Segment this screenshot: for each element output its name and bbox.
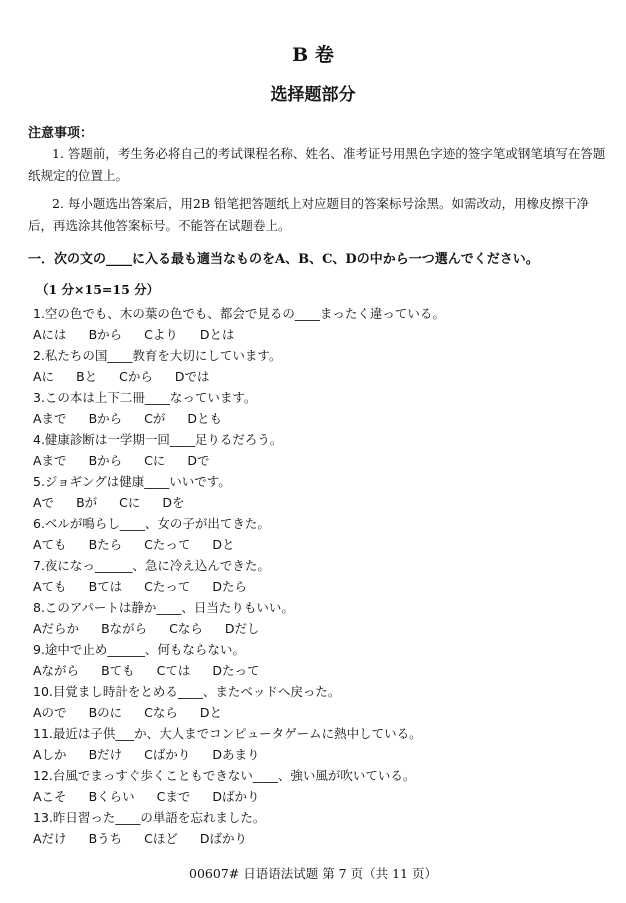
option-b: Bから — [88, 411, 123, 426]
option-a: Aしか — [33, 747, 67, 762]
option-c: Cたって — [144, 537, 191, 552]
notes-heading: 注意事项： — [28, 126, 94, 141]
question-text: 7.夜になっ______、急に冷え込んできた。 — [33, 558, 270, 573]
option-c: Cから — [119, 369, 153, 384]
option-d: Dを — [162, 495, 185, 510]
question-list — [33, 303, 613, 849]
option-c: Cなら — [144, 705, 178, 720]
option-d: Dあまり — [212, 747, 260, 762]
option-c: Cばかり — [144, 747, 191, 762]
option-b: Bては — [88, 579, 123, 594]
question-text: 13.昨日習った____の単語を忘れました。 — [33, 810, 266, 825]
option-a: Aても — [33, 579, 67, 594]
option-b: Bのに — [88, 705, 123, 720]
option-b: Bから — [88, 453, 123, 468]
option-c: Cが — [144, 411, 166, 426]
option-row — [33, 660, 613, 681]
option-row — [33, 534, 613, 555]
question-text: 2.私たちの国____教育を大切にしています。 — [33, 348, 282, 363]
note-item-1: 1. 答题前，考生务必将自己的考试课程名称、姓名、准考证号用黑色字迹的签字笔或钢笔填写在答题纸规定的位置上。 — [28, 146, 606, 183]
option-row — [33, 450, 613, 471]
option-a: Aまで — [33, 453, 67, 468]
question-1 — [33, 303, 613, 345]
option-c: Cに — [119, 495, 141, 510]
option-row — [33, 324, 613, 345]
question-text: 9.途中で止め______、何もならない。 — [33, 642, 245, 657]
option-a: Aても — [33, 537, 67, 552]
option-c: Cては — [156, 663, 191, 678]
option-b: Bと — [76, 369, 98, 384]
score-note: （1 分×15=15 分） — [36, 282, 160, 297]
option-b: Bながら — [101, 621, 148, 636]
question-2 — [33, 345, 613, 387]
option-c: Cまで — [156, 789, 191, 804]
option-row — [33, 744, 613, 765]
option-b: Bうち — [88, 831, 123, 846]
option-row — [33, 492, 613, 513]
part-instruction: 一．次の文の____に入る最も適当なものをA、B、C、Dの中から一つ選んでください。 — [28, 252, 539, 267]
option-a: Aだけ — [33, 831, 67, 846]
option-c: Cに — [144, 453, 166, 468]
option-b: Bても — [101, 663, 135, 678]
option-a: Aだらか — [33, 621, 80, 636]
question-6 — [33, 513, 613, 555]
option-d: Dとは — [199, 327, 235, 342]
option-d: Dばかり — [212, 789, 260, 804]
section-title: 选择题部分 — [270, 85, 356, 105]
note-item-2: 2. 每小题选出答案后，用2B 铅笔把答题纸上对应题目的答案标号涂黑。如需改动，用橡皮擦干净后，再选涂其他答案标号。不能答在试题卷上。 — [28, 196, 590, 233]
option-a: Aで — [33, 495, 55, 510]
option-b: Bたら — [88, 537, 123, 552]
option-d: Dと — [199, 705, 223, 720]
option-row — [33, 576, 613, 597]
question-8 — [33, 597, 613, 639]
question-text: 6.ベルが鳴らし____、女の子が出てきた。 — [33, 516, 270, 531]
option-row — [33, 366, 613, 387]
question-4 — [33, 429, 613, 471]
question-10 — [33, 681, 613, 723]
option-c: Cほど — [144, 831, 178, 846]
page-footer: 00607# 日语语法试题 第 7 页（共 11 页） — [189, 866, 437, 881]
option-a: Aので — [33, 705, 67, 720]
option-d: Dでは — [174, 369, 210, 384]
option-b: Bくらい — [88, 789, 135, 804]
option-d: Dたら — [212, 579, 248, 594]
option-d: Dばかり — [199, 831, 248, 846]
question-text: 3.この本は上下二冊____なっています。 — [33, 390, 257, 405]
question-text: 11.最近は子供___か、大人までコンピュータゲームに熱中している。 — [33, 726, 422, 741]
question-text: 4.健康診断は一学期一回____足りるだろう。 — [33, 432, 283, 447]
option-row — [33, 702, 613, 723]
question-9 — [33, 639, 613, 681]
option-row — [33, 786, 613, 807]
question-text: 1.空の色でも、木の葉の色でも、都会で見るの____まったく違っている。 — [33, 306, 445, 321]
option-d: Dと — [212, 537, 235, 552]
option-b: Bだけ — [88, 747, 123, 762]
option-b: Bから — [88, 327, 123, 342]
option-row — [33, 828, 613, 849]
option-a: Aながら — [33, 663, 80, 678]
question-11 — [33, 723, 613, 765]
question-text: 5.ジョギングは健康____いいです。 — [33, 474, 231, 489]
question-text: 12.台風でまっすぐ歩くこともできない____、強い風が吹いている。 — [33, 768, 416, 783]
question-7 — [33, 555, 613, 597]
question-5 — [33, 471, 613, 513]
option-row — [33, 618, 613, 639]
option-a: Aまで — [33, 411, 67, 426]
option-row — [33, 408, 613, 429]
option-c: Cより — [144, 327, 178, 342]
option-a: Aこそ — [33, 789, 67, 804]
question-3 — [33, 387, 613, 429]
option-d: Dで — [187, 453, 210, 468]
option-a: Aに — [33, 369, 55, 384]
question-12 — [33, 765, 613, 807]
question-text: 10.目覚まし時計をとめる____、またベッドへ戻った。 — [33, 684, 341, 699]
option-c: Cなら — [169, 621, 203, 636]
option-b: Bが — [76, 495, 98, 510]
question-text: 8.このアパートは静か____、日当たりもいい。 — [33, 600, 294, 615]
volume-title: B 卷 — [292, 44, 334, 66]
option-a: Aには — [33, 327, 67, 342]
option-c: Cたって — [144, 579, 191, 594]
option-d: Dたって — [212, 663, 260, 678]
option-d: Dとも — [187, 411, 223, 426]
question-13 — [33, 807, 613, 849]
option-d: Dだし — [224, 621, 260, 636]
